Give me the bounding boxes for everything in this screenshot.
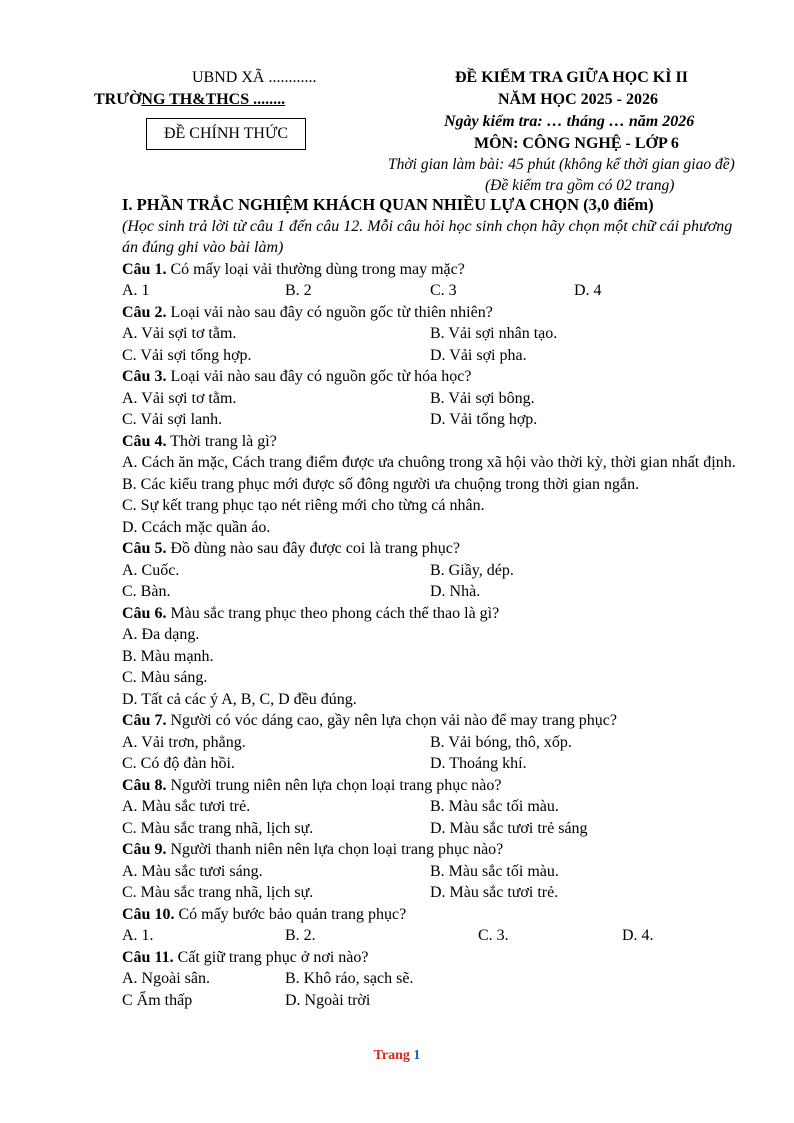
option-d: D. Nhà. [430,583,481,600]
exam-date: Ngày kiểm tra: … tháng … năm 2026 [444,113,695,130]
option-b: B. Khô ráo, sạch sẽ. [285,970,414,987]
option-a: A. Đa dạng. [122,626,200,643]
option-d: D. Thoáng khí. [430,755,527,772]
option-d: D. Màu sắc tươi trẻ. [430,884,559,901]
question-number: Câu 11. [122,948,174,966]
official-exam-box: ĐỀ CHÍNH THỨC [146,118,306,150]
school-name [94,90,285,110]
option-a: A. Vải sợi tơ tằm. [122,325,237,342]
option-d: D. Vải sợi pha. [430,346,527,364]
question-1 [122,259,742,302]
question-number: Câu 7. [122,712,167,729]
option-b: B. Các kiểu trang phục mới được số đông người ưa chuộng trong thời gian ngắn. [122,475,640,493]
question-number: Câu 9. [122,841,167,858]
question-number: Câu 1. [122,260,167,278]
question-3 [122,366,742,431]
question-number: Câu 2. [122,303,167,321]
question-text: Người thanh niên nên lựa chọn loại trang phục nào? [166,841,504,858]
question-text: Có mấy loại vải thường dùng trong may mặc? [166,260,465,278]
subject: MÔN: CÔNG NGHỆ - LỚP 6 [474,135,679,152]
option-d: D. Ccách mặc quần áo. [122,518,271,536]
question-7 [122,710,742,775]
option-c: C. Vải sợi tổng hợp. [122,346,252,364]
question-6 [122,603,742,711]
option-c: C. Vải sợi lanh. [122,411,223,428]
option-a: A. Ngoài sân. [122,970,210,987]
question-text: Người trung niên nên lựa chọn loại trang phục nào? [166,776,502,794]
option-b: B. Vải sợi nhân tạo. [430,325,558,342]
question-text: Loại vải nào sau đây có nguồn gốc từ thiên nhiên? [166,303,493,321]
question-number: Câu 8. [122,776,167,794]
page-count-note: (Đề kiểm tra gồm có 02 trang) [485,177,675,194]
question-4 [122,431,742,539]
question-5 [122,538,742,603]
question-number: Câu 4. [122,432,167,450]
question-number: Câu 10. [122,905,175,923]
option-a: A. Vải trơn, phẳng. [122,733,246,751]
exam-content [122,194,742,1011]
school-name-part2: NG TH&THCS ........ [141,91,286,108]
option-b: B. Vải bóng, thô, xốp. [430,733,572,751]
option-b: B. Giầy, dép. [430,561,514,579]
exam-title: ĐỀ KIỂM TRA GIỮA HỌC KÌ II [455,69,688,86]
school-name-part1: TRƯỜ [94,91,142,108]
option-a: A. Cách ăn mặc, Cách trang điểm được ưa chuông trong xã hội vào thời kỳ, thời gian nhất định. [122,454,736,471]
page-number: 1 [413,1048,421,1063]
option-c: C Ẩm thấp [122,991,193,1009]
option-a: A. 1 [122,282,150,299]
question-2 [122,302,742,367]
option-a: A. Cuốc. [122,561,180,579]
section-title: I. PHẦN TRẮC NGHIỆM KHÁCH QUAN NHIỀU LỰA CHỌN (3,0 điểm) [122,195,654,214]
option-c: C. Màu sắc trang nhã, lịch sự. [122,884,314,901]
question-number: Câu 5. [122,540,167,557]
option-b: B. Màu mạnh. [122,647,214,665]
option-b: B. Màu sắc tối màu. [430,798,559,815]
option-b: B. 2 [285,282,312,299]
option-b: B. Vải sợi bông. [430,389,535,407]
option-a: A. Màu sắc tươi sáng. [122,862,263,880]
question-text: Thời trang là gì? [166,432,277,450]
question-text: Loại vải nào sau đây có nguồn gốc từ hóa học? [166,368,472,385]
question-text: Có mấy bước bảo quản trang phục? [174,905,407,923]
district-label: UBND XÃ ............ [192,69,317,86]
option-b: B. 2. [285,927,316,944]
question-text: Màu sắc trang phục theo phong cách thể thao là gì? [166,604,500,622]
option-d: D. 4. [622,927,654,944]
question-9 [122,839,742,904]
option-c: C. Màu sắc trang nhã, lịch sự. [122,819,314,837]
option-c: C. Sự kết trang phục tạo nét riêng mới cho từng cá nhân. [122,497,485,514]
option-d: D. Ngoài trời [285,991,371,1009]
question-number: Câu 3. [122,368,167,385]
option-d: D. 4 [574,282,602,299]
question-text: Người có vóc dáng cao, gầy nên lựa chọn vải nào để may trang phục? [166,712,617,729]
question-number: Câu 6. [122,604,167,622]
school-year: NĂM HỌC 2025 - 2026 [498,91,658,108]
question-10 [122,904,742,947]
option-c: C. Bàn. [122,583,171,600]
option-c: C. Có độ đàn hồi. [122,755,235,772]
question-text: Cất giữ trang phục ở nơi nào? [173,948,369,966]
option-c: C. 3. [478,927,509,944]
option-c: C. Màu sáng. [122,669,208,686]
question-11 [122,947,742,1012]
time-allowed: Thời gian làm bài: 45 phút (không kể thời gian giao đề) [388,156,735,173]
page-footer [0,1048,794,1064]
option-a: A. Màu sắc tươi trẻ. [122,798,251,815]
question-8 [122,775,742,840]
option-c: C. 3 [430,282,457,299]
option-d: D. Tất cả các ý A, B, C, D đều đúng. [122,690,357,708]
option-a: A. Vải sợi tơ tằm. [122,389,237,407]
option-d: D. Vải tổng hợp. [430,411,538,428]
option-b: B. Màu sắc tối màu. [430,862,559,880]
option-a: A. 1. [122,927,154,944]
page-label: Trang [373,1048,410,1063]
option-d: D. Màu sắc tươi trẻ sáng [430,819,588,837]
question-text: Đồ dùng nào sau đây được coi là trang phục? [166,540,460,557]
section-instruction: (Học sinh trả lời từ câu 1 đến câu 12. Mỗi câu hỏi học sinh chọn hãy chọn một chữ cái phương án đúng ghi vào bài làm) [122,217,733,256]
